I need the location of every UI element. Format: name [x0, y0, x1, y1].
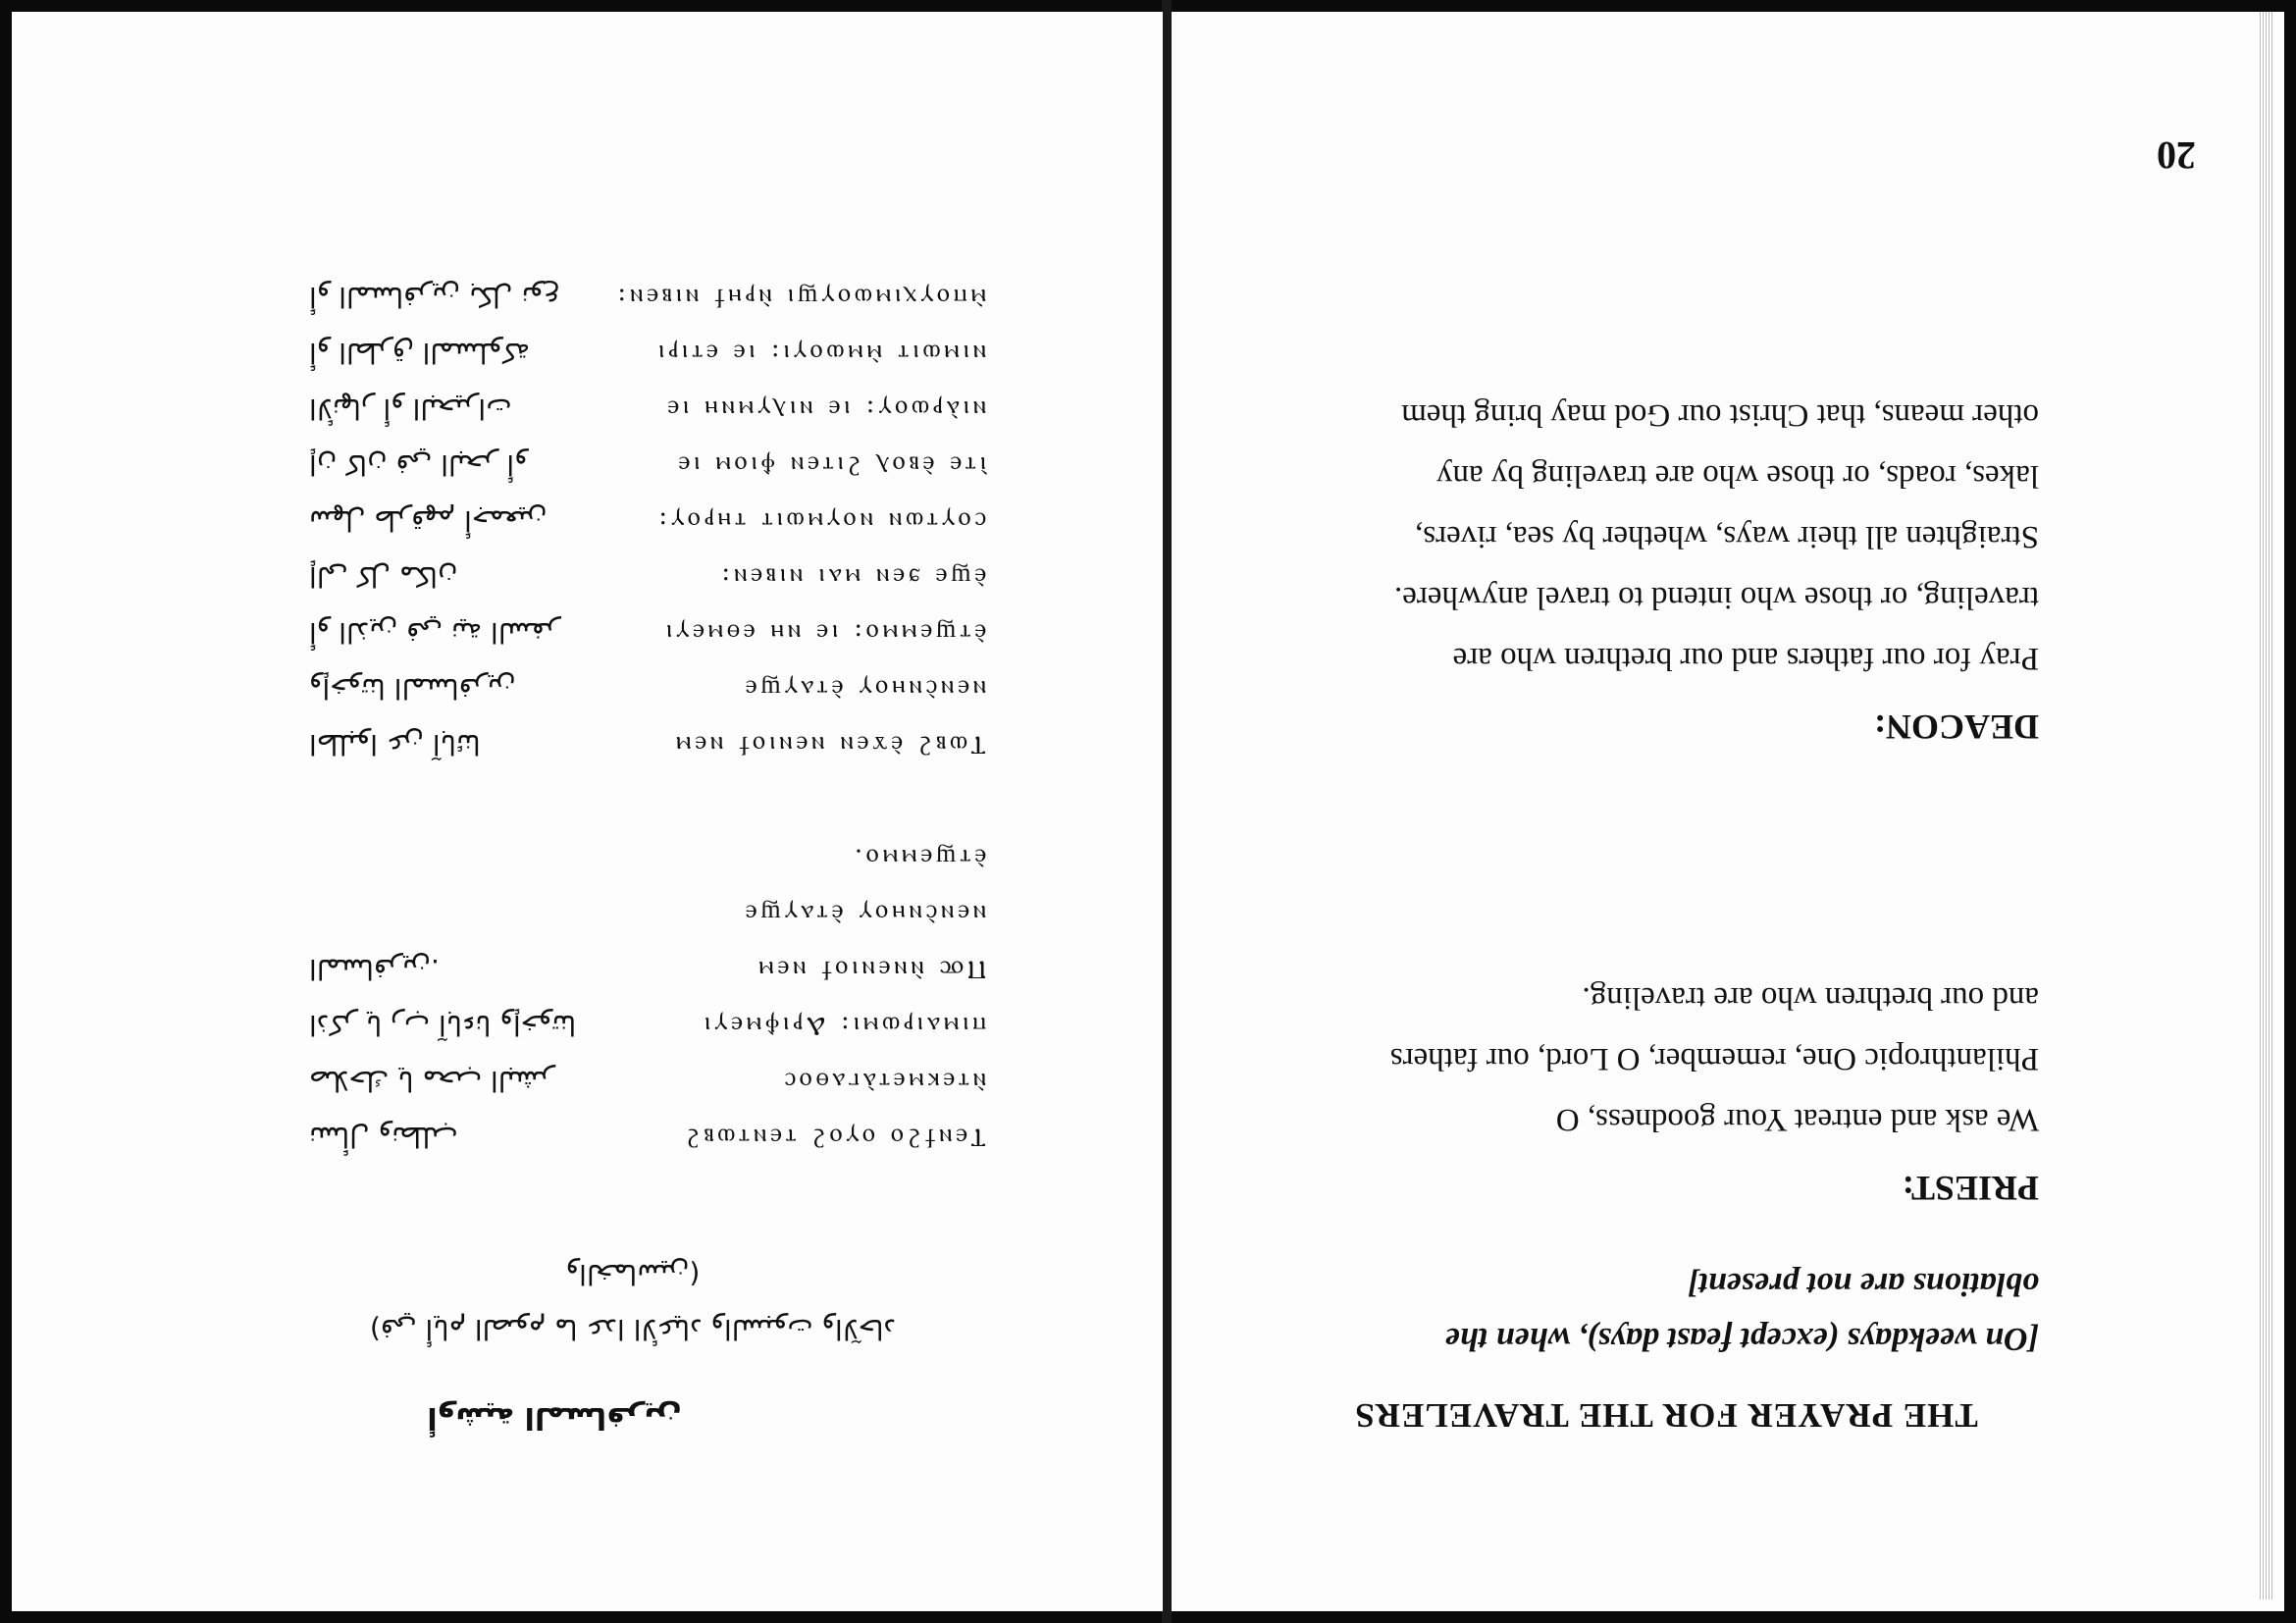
arabic-heading: أوشية المسافرين [427, 1400, 682, 1435]
coptic-line: ⲡⲓⲙⲁⲓⲣⲱⲙⲓ: Ⲁⲣⲓⲫ̀ⲙⲉⲩⲓ [700, 1011, 986, 1040]
coptic-line: ⲥⲟⲩⲧⲱⲛ ⲛⲟⲩⲙⲱⲓⲧ ⲧⲏⲣⲟⲩ: [654, 506, 986, 536]
text-line: Philanthropic One, remember, O Lord, our fathers [1389, 1041, 2039, 1076]
arabic-line: الأنهار أو البحيرات [309, 393, 512, 425]
rubric-line: (في أيام الصوم ما عدا الأعياد والسبوت والآحاد [369, 1313, 897, 1345]
text-line: traveling, or those who intend to travel anywhere. [1393, 580, 2039, 615]
text-line: and our brethren who are traveling. [1582, 980, 2039, 1016]
priest-label: PRIEST: [1902, 1169, 2039, 1208]
priest-text [1293, 968, 2039, 1150]
coptic-line: Ⲧⲉⲛϯϩⲟ ⲟⲩⲟϩ ⲧⲉⲛⲧⲱⲃϩ [682, 1123, 986, 1152]
english-page [1171, 12, 2284, 1611]
prayer-title: THE PRAYER FOR THE TRAVELERS [1354, 1396, 1978, 1435]
coptic-priest-text [662, 829, 986, 1165]
text-line: We ask and entreat Your goodness, O [1555, 1102, 2039, 1137]
coptic-line: ⲛ̀ⲧⲉⲕⲙⲉⲧⲁ̀ⲅⲁⲑⲟⲥ [780, 1067, 986, 1096]
coptic-line: ⲓ̀ⲧⲉ ⲉ̀ⲃⲟⲗ ϩⲓⲧⲉⲛ ⲫ̀ⲓⲟⲙ ⲓⲉ [674, 450, 986, 480]
text-line: other means, that Christ our God may bring them [1401, 397, 2039, 433]
page-edge [2259, 12, 2272, 1599]
coptic-arabic-page [12, 12, 1163, 1611]
rubric [1293, 1256, 2039, 1366]
arabic-line: أو المسافرين بكل نوع [309, 281, 560, 313]
text-line: Pray for our fathers and our brethren who are [1452, 641, 2039, 676]
coptic-line: Ⲡ⳪ ⲛ̀ⲛⲉⲛⲓⲟϯ ⲛⲉⲙ [755, 955, 986, 984]
coptic-line: ⲉ̀ⲧϣⲉⲙⲙⲟ. [850, 843, 986, 872]
rubric-line: [On weekdays (except feast days), when the [1444, 1321, 2039, 1357]
coptic-line: ⲛⲉⲛⲥ̀ⲛⲏⲟⲩ ⲉ̀ⲧⲁⲩϣⲉ [741, 899, 986, 928]
arabic-line: اطلبوا عن آبائنا [309, 728, 481, 760]
arabic-line: نسأل ونطلب [309, 1121, 458, 1153]
page-number: 20 [2157, 133, 2196, 178]
coptic-line: ⲛⲉⲛⲥ̀ⲛⲏⲟⲩ ⲉ̀ⲧⲁⲩϣⲉ [741, 674, 986, 704]
arabic-line: سهل طرقهم أجمعين [309, 504, 548, 537]
arabic-line: أو الطرق المسلوكة [309, 337, 531, 369]
rubric-line: والخماسين) [565, 1258, 701, 1290]
text-line: Straighten all their ways, whether by sea, rivers, [1415, 519, 2039, 554]
coptic-deacon-text [613, 269, 986, 772]
arabic-line: وإخوتنا المسافرين [309, 672, 516, 705]
coptic-line: ⲉ̀ⲧϣⲉⲙⲙⲟ: ⲓⲉ ⲛⲏ ⲉⲑⲙⲉⲩⲓ [661, 618, 986, 648]
book-gutter [1162, 0, 1172, 1623]
rubric-line: oblations are not present] [1688, 1266, 2039, 1302]
deacon-label: DEACON: [1874, 707, 2039, 747]
arabic-line: إن كان في البحر أو [309, 448, 528, 481]
text-line: lakes, roads, or those who are traveling by any [1436, 458, 2039, 494]
arabic-line: اذكر يا رب آباءنا وإخوتنا [309, 1009, 577, 1041]
arabic-line: صلاحك يا محب البشر [309, 1065, 555, 1097]
coptic-line: ⲙ̀ⲡⲟⲩⲭⲓⲙⲱⲟⲩϣⲓ ⲛ̀ⲣⲏϯ ⲛⲓⲃⲉⲛ: [613, 283, 986, 312]
coptic-line: ⲛⲓⲁ̀ⲣⲱⲟⲩ: ⲓⲉ ⲛⲓⲗⲩⲙⲛⲏ ⲓⲉ [663, 394, 986, 424]
arabic-deacon-text [309, 269, 613, 772]
coptic-line: Ⲧⲱⲃϩ ⲉ̀ϫⲉⲛ ⲛⲉⲛⲓⲟϯ ⲛⲉⲙ [672, 730, 986, 759]
arabic-line: أو الذين في نية السفر [309, 616, 560, 649]
arabic-line: إلى كل مكان [309, 560, 458, 593]
arabic-priest-text [309, 941, 613, 1165]
deacon-text [1293, 385, 2039, 689]
coptic-line: ⲉ̀ϣⲉ ϧⲉⲛ ⲙⲁⲓ ⲛⲓⲃⲉⲛ: [717, 562, 986, 592]
arabic-line: المسافرين. [309, 953, 440, 985]
coptic-line: ⲛⲓⲙⲱⲓⲧ ⲙ̀ⲙⲱⲟⲩⲓ: ⲓⲉ ⲉⲧⲓⲣⲓ [654, 339, 986, 368]
arabic-rubric [280, 1246, 986, 1356]
